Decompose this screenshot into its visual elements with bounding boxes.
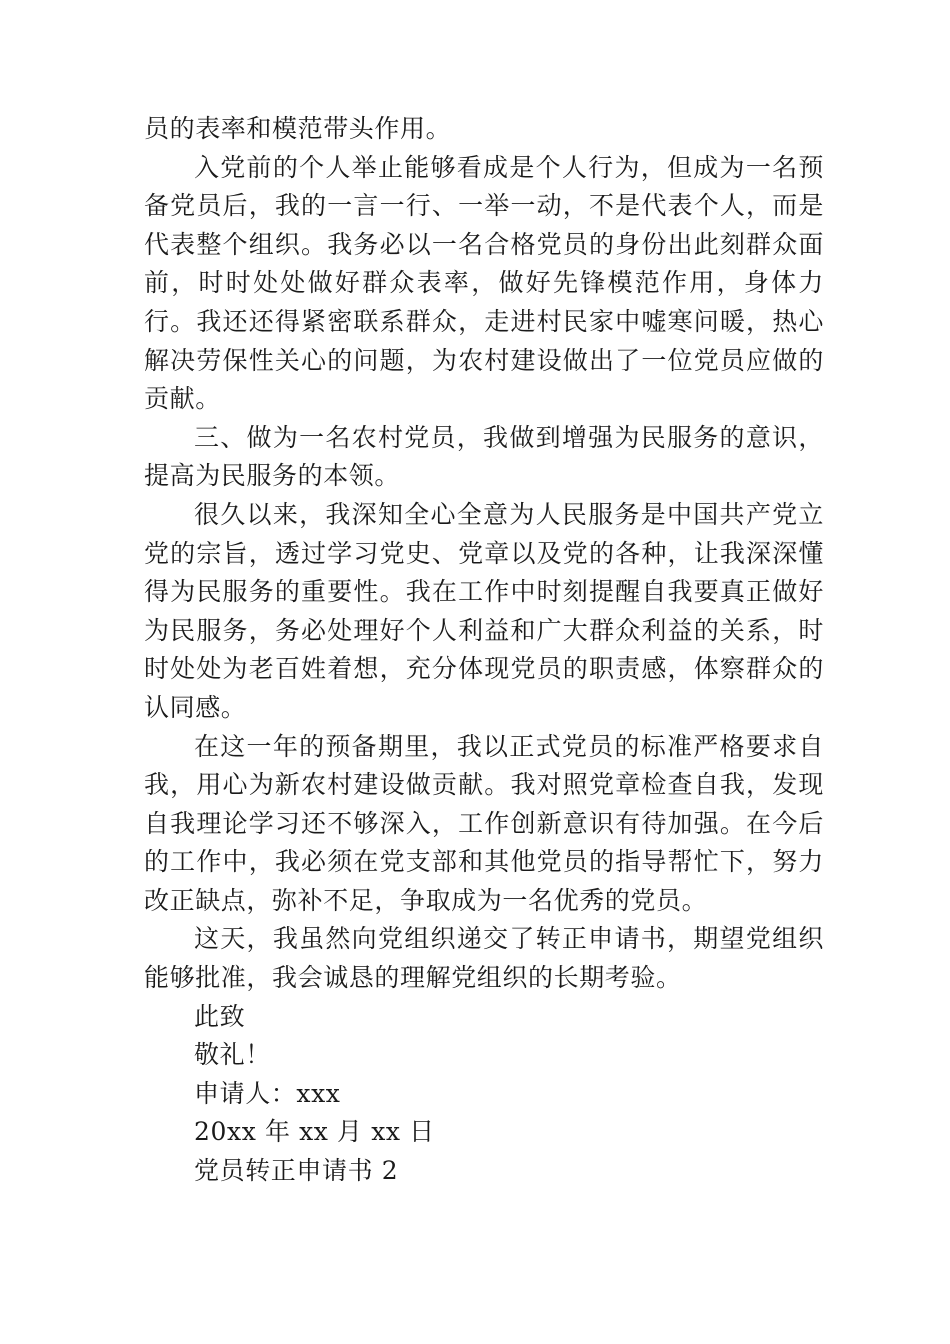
paragraph-section-three-heading: 三、做为一名农村党员，我做到增强为民服务的意识，提高为民服务的本领。 — [144, 422, 824, 491]
paragraph-service: 很久以来，我深知全心全意为人民服务是中国共产党立党的宗旨，透过学习党史、党章以及党的各种，让我深深懂得为民服务的重要性。我在工作中时刻提醒自我要真正做好为民服务，务必处理好个人利益和广大群众利益的关系，时时处处为老百姓着想，充分体现党员的职责感，体察群众的认同感。 — [144, 499, 824, 722]
document-body — [144, 110, 824, 1191]
paragraph-probation-review: 在这一年的预备期里，我以正式党员的标准严格要求自我，用心为新农村建设做贡献。我对照党章检查自我，发现自我理论学习还不够深入，工作创新意识有待加强。在今后的工作中，我必须在党支部和其他党员的指导帮忙下，努力改正缺点，弥补不足，争取成为一名优秀的党员。 — [144, 731, 824, 915]
closing-regards: 敬礼！ — [194, 1040, 271, 1070]
paragraph-conduct: 入党前的个人举止能够看成是个人行为，但成为一名预备党员后，我的一言一行、一举一动，不是代表个人，而是代表整个组织。我务必以一名合格党员的身份出此刻群众面前，时时处处做好群众表率，做好先锋模范作用，身体力行。我还还得紧密联系群众，走进村民家中嘘寒问暖，热心解决劳保性关心的问题，为农村建设做出了一位党员应做的贡献。 — [144, 152, 824, 414]
paragraph-continuation: 员的表率和模范带头作用。 — [144, 114, 452, 143]
closing-salutation: 此致 — [194, 1001, 246, 1031]
application-date: 20xx 年 xx 月 xx 日 — [194, 1117, 435, 1147]
next-document-title: 党员转正申请书 2 — [194, 1156, 399, 1186]
paragraph-submission: 这天，我虽然向党组织递交了转正申请书，期望党组织能够批准，我会诚恳的理解党组织的长期考验。 — [144, 924, 824, 993]
applicant-signature: 申请人：xxx — [194, 1078, 341, 1108]
